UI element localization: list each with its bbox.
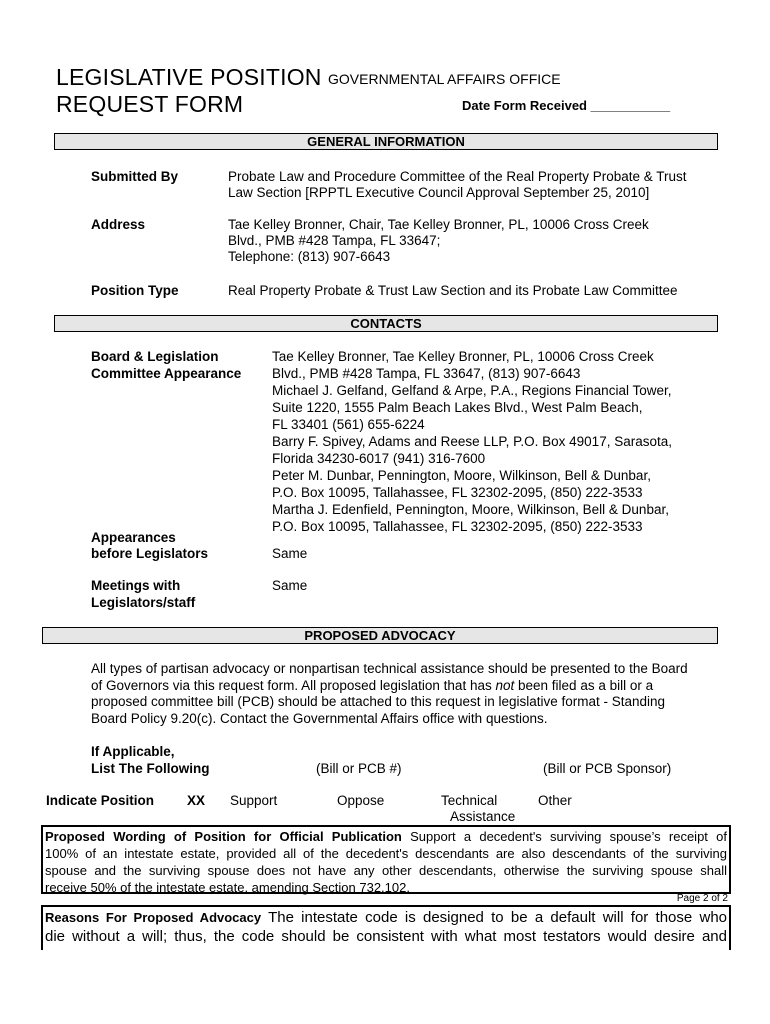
reasons-line2: die without a will; thus, the code should be consistent with what most testators would desire and — [45, 928, 727, 945]
if-applicable-label-line1: If Applicable, — [91, 744, 175, 759]
bill-number-field[interactable]: (Bill or PCB #) — [316, 761, 402, 776]
address-line2: Blvd., PMB #428 Tampa, FL 33647; — [228, 233, 441, 248]
wording-line2: 100% of an intestate estate, provided all of the decedent's descendants are also descendants of the surviving — [45, 846, 727, 861]
instructions-line2-start: of Governors via this request form. All proposed legislation that has — [91, 677, 492, 693]
position-option-other[interactable]: Other — [538, 793, 572, 808]
position-type-label: Position Type — [91, 283, 179, 298]
wording-line3: spouse and the surviving spouse does not have any other descendants, otherwise the surviving spouse shall — [45, 863, 727, 878]
submitted-by-value-line2: Law Section [RPPTL Executive Council Approval September 25, 2010] — [228, 185, 650, 200]
position-option-technical[interactable]: Technical — [441, 793, 498, 808]
advocacy-instructions — [91, 661, 688, 727]
address-label: Address — [91, 217, 146, 232]
contact-line: P.O. Box 10095, Tallahassee, FL 32302-2095, (850) 222-3533 — [272, 485, 643, 500]
date-received-field[interactable]: Date Form Received ___________ — [462, 98, 671, 113]
appearances-label-line1: Appearances — [91, 530, 176, 545]
instructions-line1: All types of partisan advocacy or nonpartisan technical assistance should be presented to the Board — [91, 661, 688, 676]
contact-line: Michael J. Gelfand, Gelfand & Arpe, P.A., Regions Financial Tower, — [272, 383, 672, 398]
instructions-line4: Board Policy 9.20(c). Contact the Governmental Affairs office with questions. — [91, 710, 548, 726]
indicate-position-label: Indicate Position — [46, 793, 155, 808]
form-title-line1: LEGISLATIVE POSITION — [56, 64, 322, 90]
submitted-by-value-line1: Probate Law and Procedure Committee of the Real Property Probate & Trust — [228, 169, 687, 184]
general-information-heading: GENERAL INFORMATION — [54, 133, 718, 150]
appearances-value: Same — [272, 546, 308, 561]
bill-sponsor-field[interactable]: (Bill or PCB Sponsor) — [543, 761, 672, 776]
wording-line4: receive 50% of the intestate estate, amending Section 732.102. — [45, 880, 410, 895]
position-option-support[interactable]: Support — [230, 793, 278, 808]
contact-line: Blvd., PMB #428 Tampa, FL 33647, (813) 907-6643 — [272, 366, 581, 381]
reasons-text-line1: The intestate code is designed to be a default will for those who — [261, 909, 727, 926]
reasons-box — [41, 905, 731, 950]
address-line3: Telephone: (813) 907-6643 — [228, 249, 391, 264]
address-line1: Tae Kelley Bronner, Chair, Tae Kelley Bronner, PL, 10006 Cross Creek — [228, 217, 649, 232]
meetings-label-line1: Meetings with — [91, 578, 181, 593]
wording-label: Proposed Wording of Position for Official Publication — [45, 829, 402, 844]
contact-line: FL 33401 (561) 655-6224 — [272, 417, 425, 432]
meetings-label-line2: Legislators/staff — [91, 595, 196, 610]
instructions-line2-end: been filed as a bill or a — [514, 677, 654, 693]
submitted-by-label: Submitted By — [91, 169, 179, 184]
contact-line: Suite 1220, 1555 Palm Beach Lakes Blvd., West Palm Beach, — [272, 400, 643, 415]
contact-line: P.O. Box 10095, Tallahassee, FL 32302-2095, (850) 222-3533 — [272, 519, 643, 534]
position-option-technical-line2: Assistance — [450, 809, 516, 824]
contact-line: Barry F. Spivey, Adams and Reese LLP, P.O. Box 49017, Sarasota, — [272, 434, 672, 449]
contact-line: Tae Kelley Bronner, Tae Kelley Bronner, PL, 10006 Cross Creek — [272, 349, 654, 364]
reasons-label: Reasons For Proposed Advocacy — [45, 910, 262, 925]
contact-line: Martha J. Edenfield, Pennington, Moore, Wilkinson, Bell & Dunbar, — [272, 502, 669, 517]
proposed-wording-box — [41, 825, 731, 894]
wording-text-line1: Support a decedent's surviving spouse’s receipt of — [401, 829, 727, 844]
office-name: GOVERNMENTAL AFFAIRS OFFICE — [328, 71, 561, 87]
contact-line: Peter M. Dunbar, Pennington, Moore, Wilkinson, Bell & Dunbar, — [272, 468, 651, 483]
board-label-line2: Committee Appearance — [91, 366, 242, 381]
proposed-advocacy-heading: PROPOSED ADVOCACY — [42, 627, 718, 644]
reasons-line1 — [45, 909, 727, 927]
instructions-emphasis-not: not — [495, 677, 515, 693]
instructions-line3: proposed committee bill (PCB) should be attached to this request in legislative format - Standing — [91, 694, 666, 709]
board-label-line1: Board & Legislation — [91, 349, 219, 364]
position-selected-mark: XX — [187, 793, 206, 808]
board-contacts-list — [272, 348, 672, 535]
if-applicable-label-line2: List The Following — [91, 761, 210, 776]
appearances-label-line2: before Legislators — [91, 546, 209, 561]
contact-line: Florida 34230-6017 (941) 316-7600 — [272, 451, 486, 466]
position-option-oppose[interactable]: Oppose — [337, 793, 385, 808]
meetings-value: Same — [272, 578, 308, 593]
wording-line1 — [45, 828, 727, 845]
position-type-value: Real Property Probate & Trust Law Section and its Probate Law Committee — [228, 283, 678, 298]
form-title-line2: REQUEST FORM — [56, 91, 244, 117]
page-number: Page 2 of 2 — [676, 893, 728, 904]
contacts-heading: CONTACTS — [54, 315, 718, 332]
instructions-line2 — [91, 678, 688, 695]
